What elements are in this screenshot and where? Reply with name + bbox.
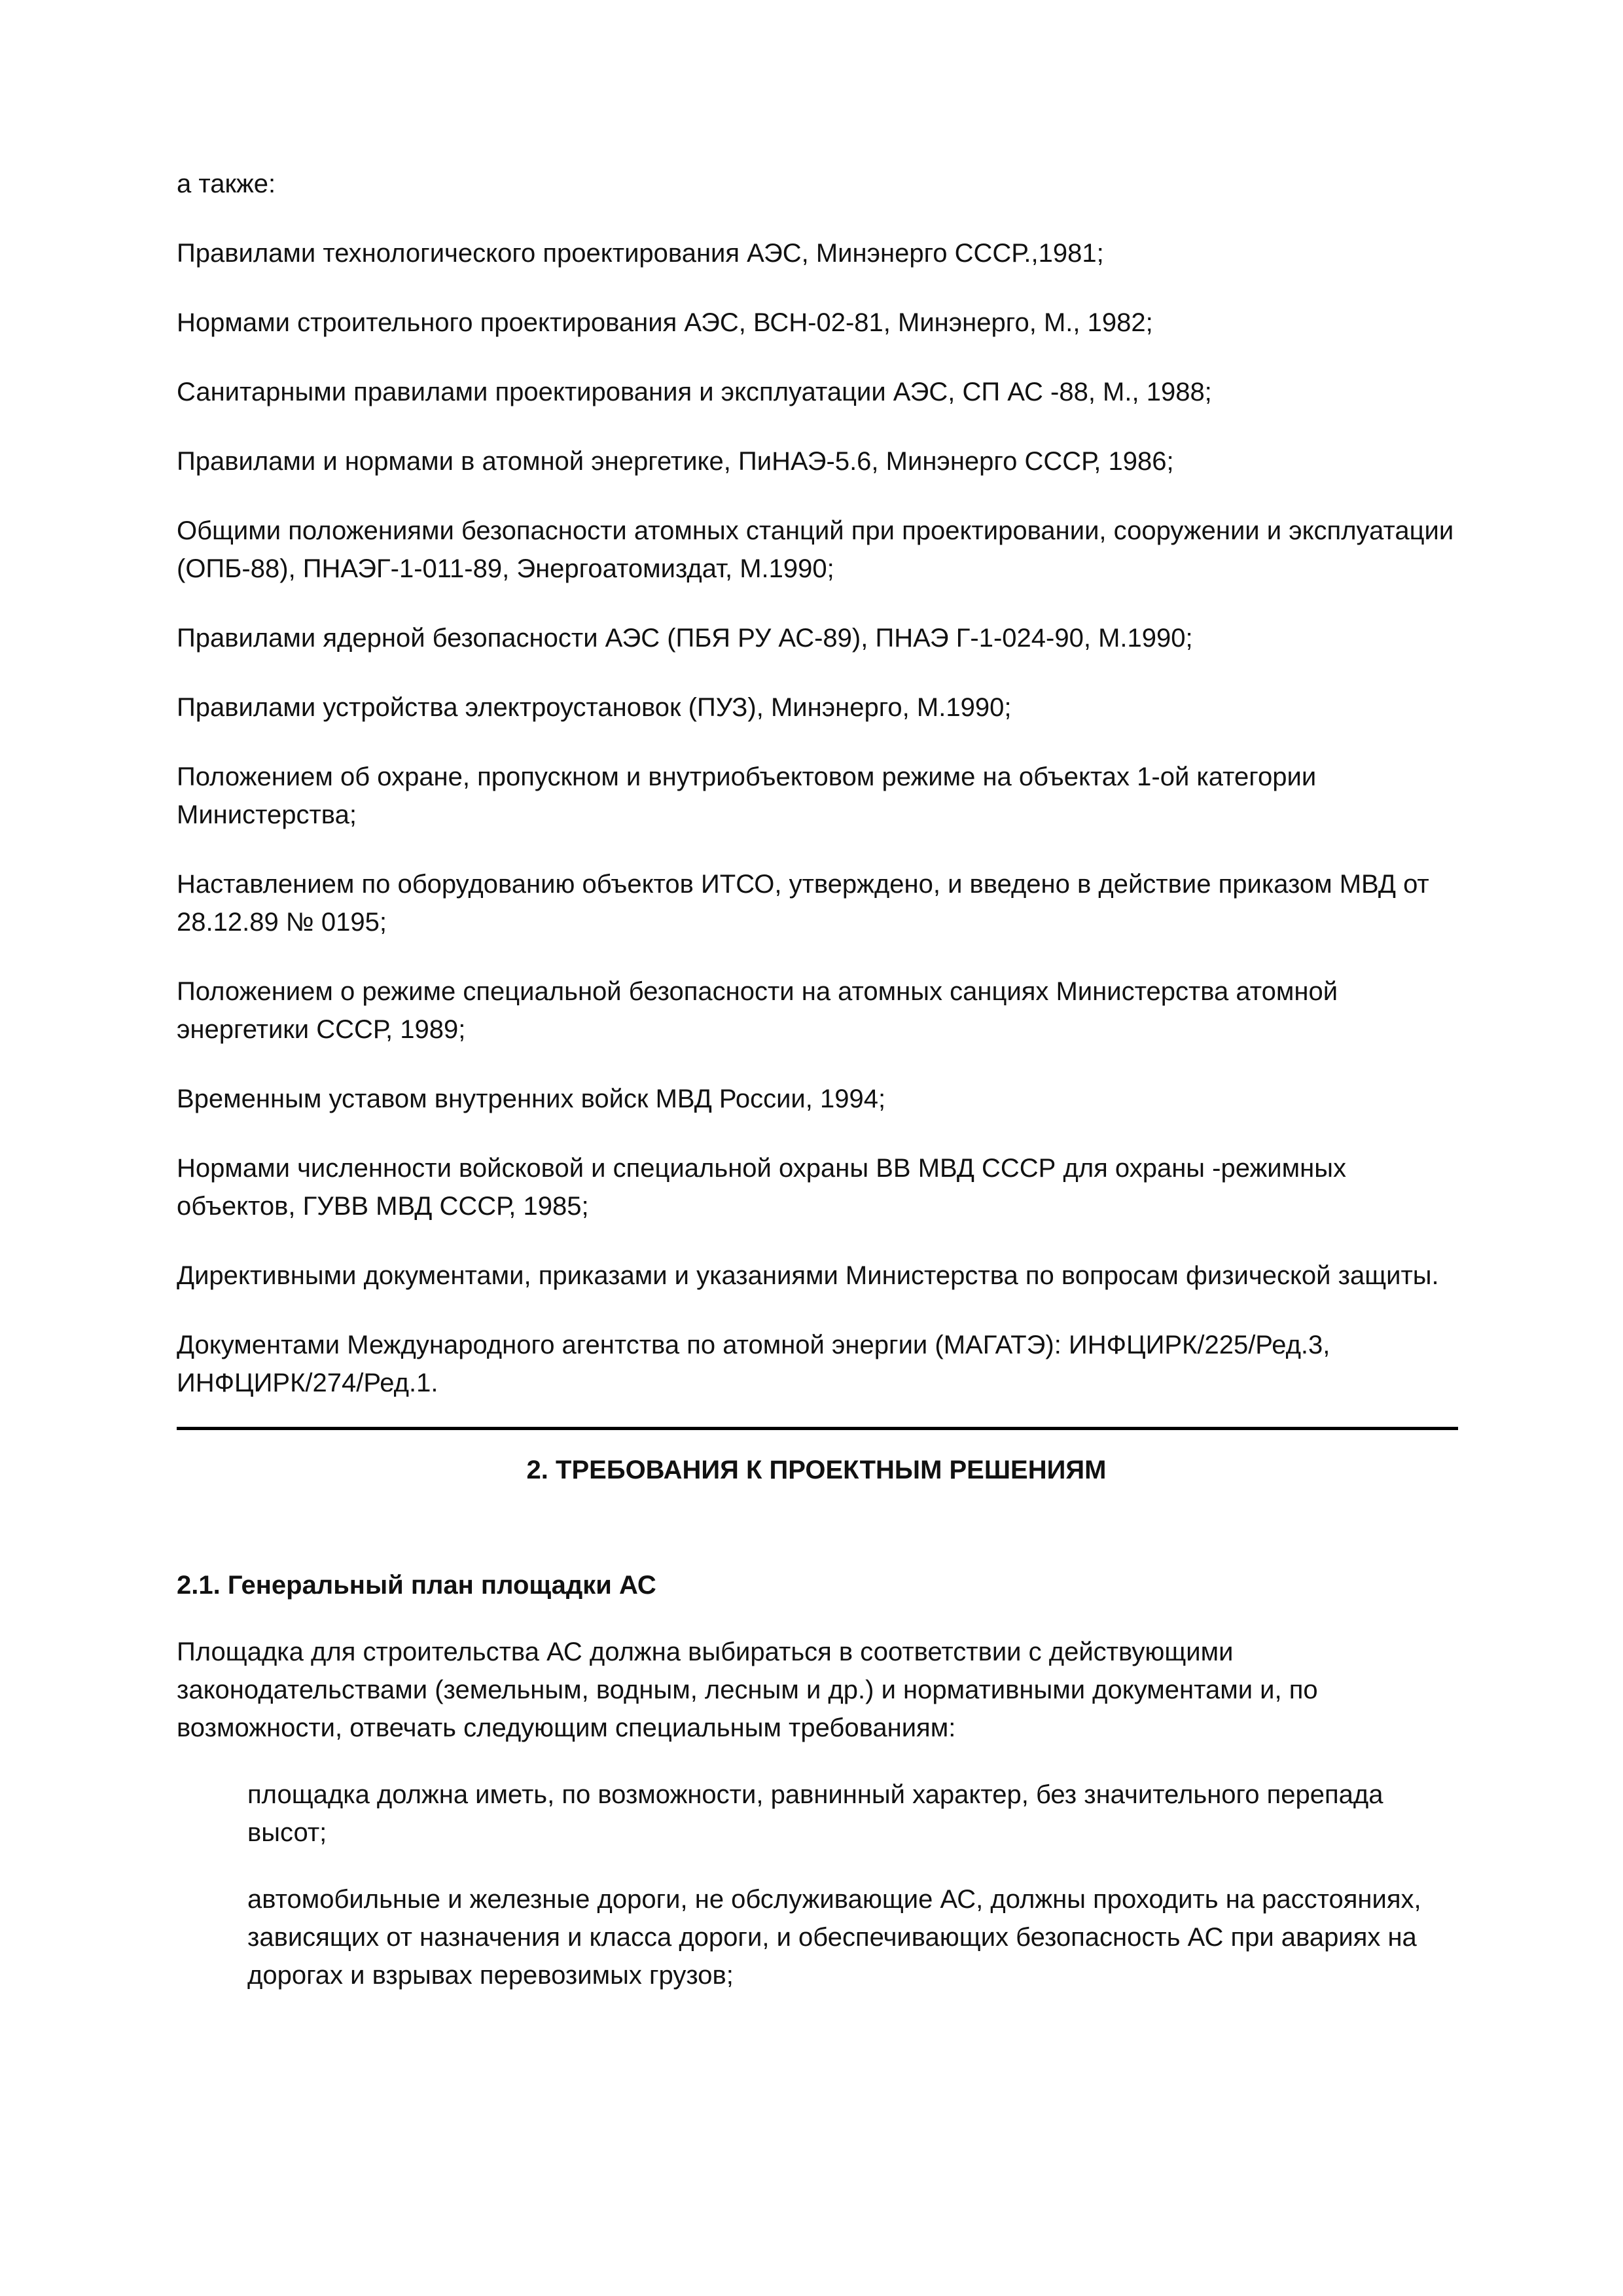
requirement-item: автомобильные и железные дороги, не обслуживающие АС, должны проходить на расстояниях, зависящих от назначения и класса дороги, и обеспечивающих безопасность АС при авариях на дорогах и взрывах перевозимых грузов; [247,1885,1421,1990]
section-divider [177,1427,1458,1430]
reference-item: Правилами ядерной безопасности АЭС (ПБЯ РУ АС-89), ПНАЭ Г-1-024-90, М.1990; [177,624,1193,653]
reference-item: Общими положениями безопасности атомных станций при проектировании, сооружении и эксплуатации (ОПБ-88), ПНАЭГ-1-011-89, Энергоатомиздат, М.1990; [177,516,1454,583]
reference-item: Правилами технологического проектирования АЭС, Минэнерго СССР.,1981; [177,239,1104,268]
requirement-item: площадка должна иметь, по возможности, равнинный характер, без значительного перепада высот; [247,1780,1383,1847]
reference-item: Правилами устройства электроустановок (ПУЗ), Минэнерго, М.1990; [177,693,1012,722]
intro-text: а также: [177,170,276,198]
reference-item: Положением об охране, пропускном и внутриобъектовом режиме на объектах 1-ой категории Министерства; [177,762,1317,829]
reference-item: Наставлением по оборудованию объектов ИТСО, утверждено, и введено в действие приказом МВД от 28.12.89 № 0195; [177,870,1429,937]
reference-item: Положением о режиме специальной безопасности на атомных санциях Министерства атомной энергетики СССР, 1989; [177,977,1338,1044]
reference-list [177,234,1456,1402]
reference-item: Временным уставом внутренних войск МВД России, 1994; [177,1085,886,1113]
reference-item: Нормами численности войсковой и специальной охраны ВВ МВД СССР для охраны -режимных объектов, ГУВВ МВД СССР, 1985; [177,1154,1346,1221]
section-paragraph: Площадка для строительства АС должна выбираться в соответствии с действующими законодательствами (земельным, водным, лесным и др.) и нормативными документами и, по возможности, отвечать следующим специальным требованиям: [177,1638,1318,1742]
reference-item: Правилами и нормами в атомной энергетике, ПиНАЭ-5.6, Минэнерго СССР, 1986; [177,447,1174,476]
reference-item: Документами Международного агентства по атомной энергии (МАГАТЭ): ИНФЦИРК/225/Ред.3, ИНФЦИРК/274/Ред.1. [177,1331,1330,1397]
reference-item: Нормами строительного проектирования АЭС, ВСН-02-81, Минэнерго, М., 1982; [177,308,1153,337]
reference-item: Санитарными правилами проектирования и эксплуатации АЭС, СП АС -88, М., 1988; [177,378,1212,406]
page-content [177,165,1456,1994]
reference-item: Директивными документами, приказами и указаниями Министерства по вопросам физической защиты. [177,1261,1439,1290]
subsection-title: 2.1. Генеральный план площадки АС [177,1571,656,1600]
section-title: 2. ТРЕБОВАНИЯ К ПРОЕКТНЫМ РЕШЕНИЯМ [526,1456,1107,1484]
